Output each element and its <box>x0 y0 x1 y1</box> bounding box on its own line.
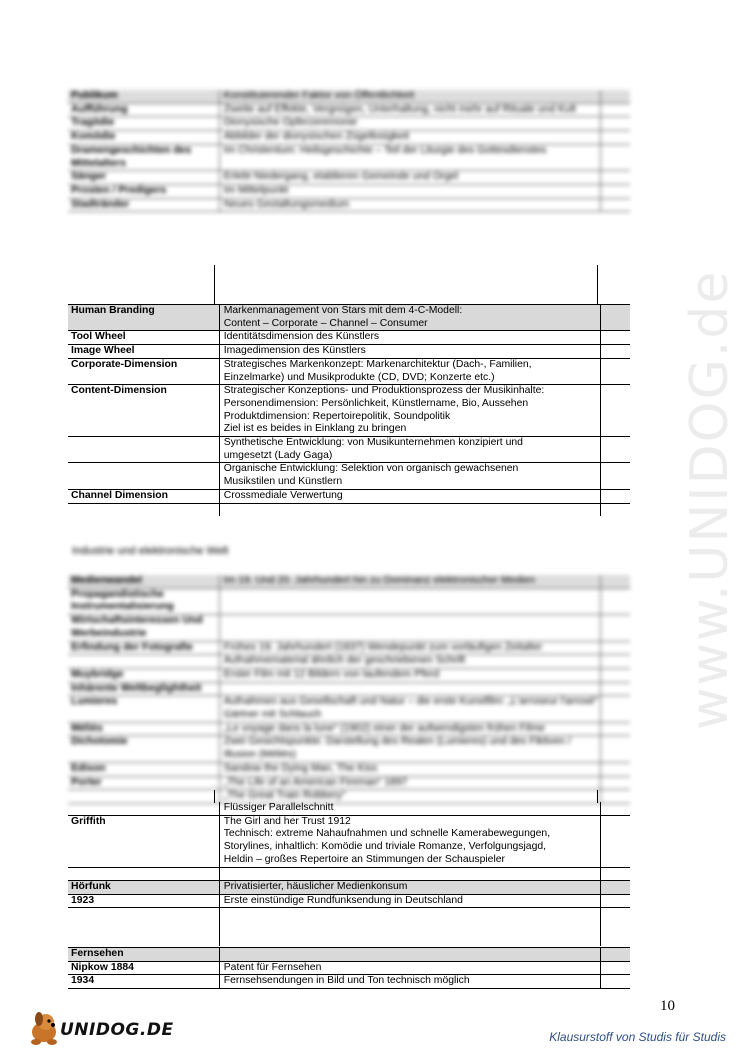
row-label: Content-Dimension <box>71 385 167 397</box>
blurred-section-title: Industrie und elektronische Welt <box>72 545 229 557</box>
row-text-line: Technisch: extreme Nahaufnahmen und schnelle Kamerabewegungen, <box>223 828 551 840</box>
blank-row <box>68 908 630 946</box>
table-row <box>68 359 630 385</box>
row-text-line: Flüssiger Parallelschnitt <box>223 802 334 813</box>
blurred-label: Prosten / Predigers <box>71 184 167 196</box>
row-label: 1934 <box>71 975 95 987</box>
row-text <box>219 345 600 358</box>
table-hoerfunk <box>68 880 630 946</box>
logo-text: UNIDOG.DE <box>60 1020 174 1040</box>
blurred-label <box>68 655 219 668</box>
blurred-label: Lumieres <box>71 696 118 708</box>
blurred-row <box>68 615 630 641</box>
row-text-line: Produktdimension: Repertoirepolitik, Soundpolitik <box>223 410 451 422</box>
row-text-line: umgesetzt (Lady Gaga) <box>223 449 333 461</box>
table-row <box>68 345 630 359</box>
table-fernsehen <box>68 947 630 989</box>
row-label: Corporate-Dimension <box>71 358 178 370</box>
blurred-row <box>68 90 630 104</box>
row-text-line: Fernsehsendungen in Bild und Ton technisch möglich <box>223 975 470 987</box>
row-text <box>219 816 600 867</box>
blurred-row <box>68 723 630 737</box>
table-row <box>68 962 630 976</box>
blurred-table-middle <box>68 575 630 804</box>
table-row <box>68 948 630 962</box>
blurred-text: „Le voyage dans la lune“ (1902) einer der aufwendigsten frühen Filme <box>219 723 600 736</box>
blurred-text: Im 19. Und 20. Jahrhundert hin zu Dominanz elektronischer Medien <box>219 575 600 588</box>
row-label <box>68 463 219 488</box>
blurred-text: Abbilder der dionysischen Zügellosigkeit <box>219 131 600 144</box>
table-row <box>68 881 630 895</box>
blurred-row <box>68 763 630 777</box>
blurred-row <box>68 199 630 213</box>
row-text-line: Strategisches Markenkonzept: Markenarchitektur (Dach-, Familien, <box>223 358 532 370</box>
blurred-label: Stadtränder <box>71 198 130 210</box>
row-text-line: Personendimension: Persönlichkeit, Künstlername, Bio, Aussehen <box>223 397 529 409</box>
row-text-line: Content – Corporate – Channel – Consumer <box>223 317 428 329</box>
row-label: 1923 <box>71 894 95 906</box>
watermark: www.UNIDOG.de <box>680 269 740 730</box>
blurred-row <box>68 642 630 656</box>
row-text-line <box>224 948 600 961</box>
blurred-text: Im Christentum: Heilsgeschichte – Teil der Liturgie des Gottesdienstes <box>219 145 600 170</box>
table-row <box>68 895 630 909</box>
row-text-line: Heldin – großes Repertoire an Stimmungen der Schauspieler <box>223 853 506 865</box>
row-label: Tool Wheel <box>71 331 126 343</box>
row-text <box>219 802 600 815</box>
blurred-text: Dionysische Opferzeremonie <box>219 117 600 130</box>
table-row <box>68 305 630 331</box>
table-row <box>68 490 630 504</box>
row-text <box>219 895 600 908</box>
row-text-line: Einzelmarke) und Musikprodukte (CD, DVD; Konzerte etc.) <box>223 371 495 383</box>
blurred-label: Méliès <box>71 722 103 734</box>
row-text-line: Strategischer Konzeptions- und Produktionsprozess der Musikinhalte: <box>223 385 545 397</box>
blurred-text <box>219 615 600 640</box>
dog-icon <box>24 1010 64 1046</box>
row-label: Hörfunk <box>71 881 111 892</box>
blurred-label: Edison <box>71 762 106 774</box>
blurred-row <box>68 777 630 791</box>
table-griffith <box>68 802 630 882</box>
blurred-row <box>68 185 630 199</box>
blurred-label: Dramengeschichten des Mittelalters <box>71 144 192 169</box>
blurred-row <box>68 575 630 589</box>
blurred-label: Porter <box>71 776 102 788</box>
row-text-line: Identitätsdimension des Künstlers <box>223 331 380 343</box>
blurred-label: Publikum <box>71 90 118 101</box>
blurred-text: Aufnahmen aus Gesellschaft und Natur – die erste Kunstfilm: „L'arroseur l'arrosé“ Gärtner mit Schlauch <box>219 696 600 721</box>
blurred-row <box>68 117 630 131</box>
table-row <box>68 463 630 489</box>
row-label: Image Wheel <box>71 345 135 357</box>
blurred-label: Medienwandel <box>71 575 143 586</box>
table-human-branding <box>68 304 630 516</box>
row-text <box>219 948 600 961</box>
blurred-label: Tragödie <box>71 117 115 129</box>
blurred-text: Aufnahmematerial ähnlich der geschriebenen Schrift <box>219 655 600 668</box>
blurred-label: Erfindung der Fotografie <box>71 641 193 653</box>
table-row <box>68 975 630 989</box>
blurred-text: Neues Gestaltungsmedium <box>219 199 600 212</box>
table-spacer <box>68 790 630 803</box>
row-text-line: Crossmediale Verwertung <box>223 489 343 501</box>
row-label <box>68 802 219 815</box>
unidog-logo <box>24 1010 174 1046</box>
row-label: Nipkow 1884 <box>71 961 134 973</box>
footer-slogan: Klausurstoff von Studis für Studis <box>549 1030 726 1044</box>
row-text <box>219 385 600 436</box>
row-text <box>219 331 600 344</box>
blurred-label: Komödie <box>71 131 116 143</box>
blurred-row <box>68 696 630 722</box>
table-row <box>68 437 630 463</box>
blurred-label: Aufführung <box>71 103 128 115</box>
table-row <box>68 816 630 868</box>
row-text-line: Erste einstündige Rundfunksendung in Deutschland <box>223 894 463 906</box>
blurred-row <box>68 131 630 145</box>
row-text <box>219 975 600 988</box>
blurred-text <box>219 589 600 614</box>
blurred-text: „The Life of an American Fireman“ 1897 <box>219 777 600 790</box>
table-spacer <box>68 265 630 305</box>
row-text <box>219 437 600 462</box>
row-text-line: Ziel ist es beides in Einklang zu bringen <box>223 423 407 435</box>
row-label: Channel Dimension <box>71 489 168 501</box>
blurred-text: Sandow the Dying Man, The Kiss <box>219 763 600 776</box>
blurred-row <box>68 589 630 615</box>
row-label: Fernsehen <box>71 948 124 959</box>
blurred-row <box>68 145 630 171</box>
row-label: Griffith <box>71 815 106 827</box>
row-text-line: Organische Entwicklung: Selektion von organisch gewachsenen <box>223 463 519 475</box>
blurred-row <box>68 736 630 762</box>
blurred-label: Dichotomie <box>71 736 128 748</box>
page-number: 10 <box>660 998 675 1014</box>
blurred-text: Frühes 19. Jahrhundert (1837) Wendepunkt zum vorläufigen Zeitalter <box>219 642 600 655</box>
blurred-text: Im Mittelpunkt <box>219 185 600 198</box>
row-text-line: The Girl and her Trust 1912 <box>223 815 351 827</box>
blurred-text: „The Great Train Robbery“ <box>219 790 600 803</box>
blurred-label: Propagandistische Instrumentalisierung <box>71 588 174 613</box>
blurred-text: Zweite auf Effekte, Vergnügen, Unterhaltung, nicht mehr auf Rituale und Kult <box>219 104 600 117</box>
blurred-table-top <box>68 90 630 212</box>
row-text-line: Patent für Fernsehen <box>223 961 322 973</box>
blurred-text: Erlebt Niedergang, etablieren Gemeinde und Orgel <box>219 171 600 184</box>
row-text-line: Synthetische Entwicklung: von Musikunternehmen konzipiert und <box>223 437 523 449</box>
blurred-label: Sänger <box>71 171 107 183</box>
row-text <box>219 881 600 894</box>
blurred-text: Zwei Gesichtspunkte: Darstellung des Realen (Lumieres) und des Fiktiven / Illusion (Méliès) <box>219 736 600 761</box>
row-text <box>219 305 600 330</box>
row-label: Human Branding <box>71 305 155 316</box>
row-text-line: Storylines, inhaltlich: Komödie und triviale Romanze, Verfolgungsjagd, <box>223 841 547 853</box>
row-text <box>219 490 600 503</box>
blurred-row <box>68 683 630 697</box>
blank-row <box>68 504 630 516</box>
blurred-row <box>68 171 630 185</box>
row-text-line: Imagedimension des Künstlers <box>223 345 366 357</box>
table-row <box>68 331 630 345</box>
row-text <box>219 463 600 488</box>
blurred-text <box>219 683 600 696</box>
blurred-label: Wirtschaftsinteressen Und Werbeindustrie <box>71 615 203 639</box>
row-text-line: Privatisierter, häuslicher Medienkonsum <box>223 881 408 892</box>
row-text <box>219 359 600 384</box>
row-text-line: Markenmanagement von Stars mit dem 4-C-Modell: <box>223 305 463 316</box>
table-row <box>68 385 630 437</box>
row-text <box>219 962 600 975</box>
blurred-label: Muybridge <box>71 668 124 680</box>
blurred-row <box>68 669 630 683</box>
row-text-line: Musikstilen und Künstlern <box>223 476 343 488</box>
blurred-row <box>68 655 630 669</box>
blurred-text: Konstituierender Faktor von Öffentlichkeit <box>219 90 600 103</box>
blurred-text: Erster Film mit 12 Bildern von laufendem Pferd <box>219 669 600 682</box>
blurred-label: Inhärente Weltbeglightheit <box>71 682 202 694</box>
blurred-row <box>68 104 630 118</box>
table-row <box>68 802 630 816</box>
row-label <box>68 437 219 462</box>
